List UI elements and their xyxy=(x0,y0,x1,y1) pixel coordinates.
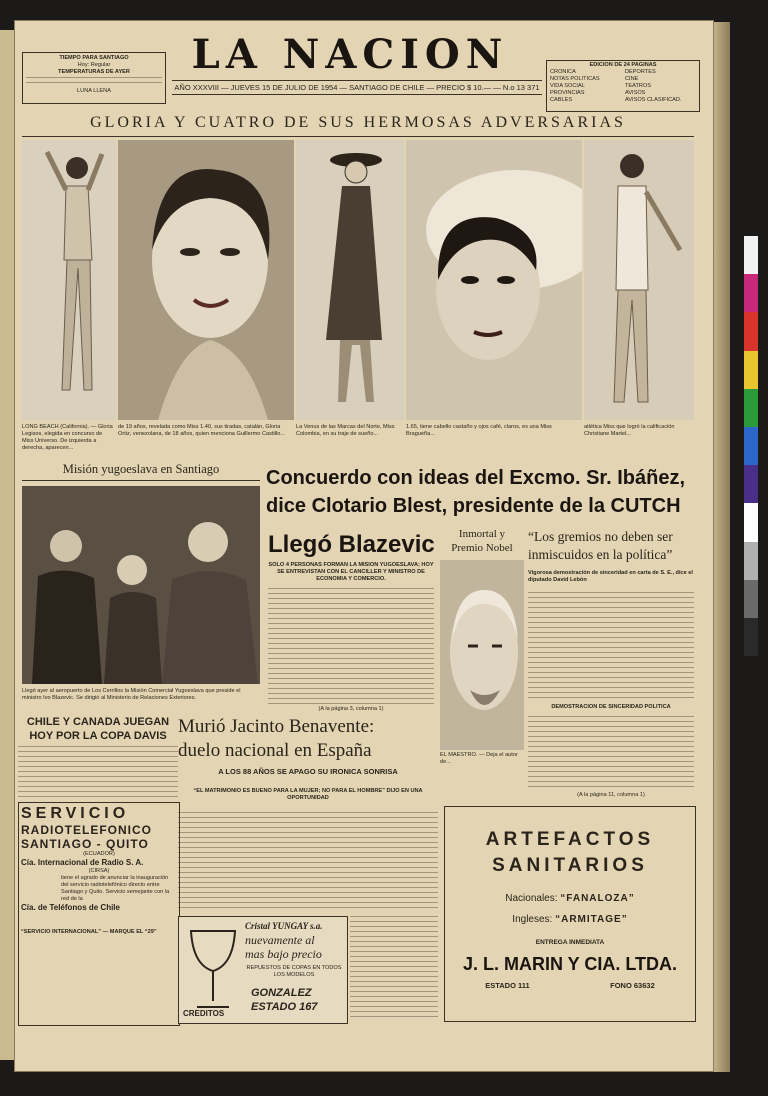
yungay-slogan-1: nuevamente al xyxy=(245,933,315,947)
nobel-caption: EL MAESTRO. — Deja el autor de... xyxy=(440,752,518,765)
portrait-woman-hat-icon xyxy=(406,140,582,420)
photo-gloria-portrait xyxy=(118,140,294,420)
blazevic-continued: (A la página 3, columna 1) xyxy=(318,706,384,712)
blazevic-deck: SOLO 4 PERSONAS FORMAN LA MISION YUGOESLAVA; HOY SE ENTREVISTAN CON EL CANCILLER Y MINISTRO DE ECONOMIA Y COMERCIO. xyxy=(268,562,434,582)
benavente-headline-2: duelo nacional en España xyxy=(178,740,372,761)
ad-servicio-radiotelefonico xyxy=(18,802,180,1026)
artefactos-ingleses: “ARMITAGE” xyxy=(555,914,628,925)
weather-moon: LUNA LLENA xyxy=(77,88,111,94)
artefactos-entrega: ENTREGA INMEDIATA xyxy=(535,939,605,946)
mision-header: Misión yugoeslava en Santiago xyxy=(22,462,260,481)
servicio-footer: “SERVICIO INTERNACIONAL” — MARQUE EL “29” xyxy=(21,929,157,935)
photo-benavente xyxy=(440,560,524,750)
copa-body-text xyxy=(18,746,178,798)
cutch-headline-2: dice Clotario Blest, presidente de la CUTCH xyxy=(266,495,681,517)
index-item: PROVINCIAS xyxy=(550,90,585,96)
gallery-caption-1: LONG BEACH (California). — Gloria Legisos, elegida en concurso de Miss Universo. De izquierda a derecha, aparecen... xyxy=(22,424,113,451)
photo-contestant-5 xyxy=(584,140,694,420)
gallery-caption-5: atlética Miss que logró la calificación Christiane Martel... xyxy=(584,424,675,437)
yungay-brand: Cristal YUNGAY s.a. xyxy=(245,921,323,931)
index-item: CRONICA xyxy=(550,69,576,75)
nobel-header-1: Inmortal y xyxy=(458,528,506,540)
photo-contestant-1 xyxy=(22,140,116,420)
servicio-company: Cía. Internacional de Radio S. A. xyxy=(21,858,144,867)
ad-artefactos-sanitarios xyxy=(444,806,696,1022)
masthead-title: LA NACION xyxy=(191,31,509,78)
servicio-telefonos: Cía. de Teléfonos de Chile xyxy=(21,903,120,912)
artefactos-fono: FONO 63632 xyxy=(610,981,655,990)
yungay-slogan-2: mas bajo precio xyxy=(245,947,322,961)
gallery-caption-4: 1.65, tiene cabello castaño y ojos café, claros, es una Miss Bragueña... xyxy=(406,424,552,437)
portrait-woman-icon xyxy=(118,140,294,420)
weather-forecast: Hoy: Regular xyxy=(77,62,111,68)
artefactos-company: J. L. MARIN Y CIA. LTDA. xyxy=(462,954,677,974)
blazevic-body-text xyxy=(268,588,434,704)
servicio-line-2: RADIOTELEFONICO xyxy=(21,823,152,837)
artefactos-nacionales: “FANALOZA” xyxy=(560,893,635,904)
artefactos-title-2: SANITARIOS xyxy=(492,855,648,876)
gremios-body-text xyxy=(528,592,694,702)
mision-caption: Llegó ayer al aeropuerto de Los Cerrillos la Misión Comercial Yugoeslava que preside el ministro Ivo Blazevic. Se dirigió al Ministerio de Relaciones Exteriores. xyxy=(22,688,241,701)
servicio-company-short: (CIRSA) xyxy=(88,868,110,874)
index-item: AVISOS xyxy=(625,90,646,96)
ad-cristal-yungay xyxy=(178,916,348,1024)
copa-headline-2: HOY POR LA COPA DAVIS xyxy=(29,730,167,742)
photo-contestant-3 xyxy=(296,140,404,420)
copa-headline-1: CHILE Y CANADA JUEGAN xyxy=(26,716,170,728)
group-men-icon xyxy=(22,486,260,684)
portrait-old-man-icon xyxy=(440,560,524,750)
index-title: EDICION DE 24 PAGINAS xyxy=(589,62,657,68)
gallery-banner: GLORIA Y CUATRO DE SUS HERMOSAS ADVERSARIAS xyxy=(22,114,694,137)
servicio-line-3: SANTIAGO - QUITO xyxy=(21,837,149,851)
index-item: CINE xyxy=(625,76,639,82)
figure-swimsuit-icon xyxy=(22,140,116,420)
servicio-country: (ECUADOR) xyxy=(83,851,115,857)
benavente-body-text xyxy=(178,812,438,912)
weather-temps-lines xyxy=(26,77,162,87)
photo-mision-yugoeslava xyxy=(22,486,260,684)
yungay-sub: REPUESTOS DE COPAS EN TODOS LOS MODELOS xyxy=(246,965,342,978)
gremios-deck: Vigorosa demostración de sinceridad en carta de S. E., dice el diputado David Lebón xyxy=(528,570,693,583)
index-item: NOTAS POLITICAS xyxy=(550,76,600,82)
figure-swimsuit-icon xyxy=(584,140,694,420)
weather-temps-title: TEMPERATURAS DE AYER xyxy=(58,69,130,75)
nobel-continued: (A la página 11, columna 1) xyxy=(577,792,645,798)
benavente-headline-1: Murió Jacinto Benavente: xyxy=(178,716,375,737)
weather-box xyxy=(22,52,166,104)
artefactos-estado: ESTADO 111 xyxy=(485,981,530,990)
color-calibration-strip xyxy=(744,236,758,656)
wine-glass-icon xyxy=(185,925,241,1015)
blazevic-headline: Llegó Blazevic xyxy=(268,531,435,558)
yungay-creditos: CREDITOS xyxy=(183,1009,225,1018)
index-item: TEATROS xyxy=(625,83,652,89)
weather-title: TIEMPO PARA SANTIAGO xyxy=(59,55,129,61)
figure-hat-dress-icon xyxy=(296,140,404,420)
artefactos-nacionales-label: Nacionales: xyxy=(505,893,558,904)
photo-contestant-hat-portrait xyxy=(406,140,582,420)
artefactos-title-1: ARTEFACTOS xyxy=(485,829,655,850)
cutch-headline-1: Concuerdo con ideas del Excmo. Sr. Ibáñez, xyxy=(266,467,686,489)
nobel-header-2: Premio Nobel xyxy=(451,542,513,554)
dateline: AÑO XXXVIII — JUEVES 15 DE JULIO DE 1954 — SANTIAGO DE CHILE — PRECIO $ 10.— — N.o 13 371 xyxy=(172,80,542,95)
servicio-body: tiene el agrado de anunciar la inauguración del servicio radiotelefónico directo entre Santiago y Quito. Servicio semejante con la red de la xyxy=(61,875,170,902)
yungay-address-1: GONZALEZ xyxy=(251,987,312,999)
gremios-body-text-2 xyxy=(528,716,694,790)
artefactos-ingleses-label: Ingleses: xyxy=(512,914,553,925)
index-box xyxy=(546,60,700,112)
page-edge-right xyxy=(714,22,730,1072)
gallery-caption-3: La Venus de las Marcas del Norte, Miss Colombia, en su traje de sueño... xyxy=(296,424,395,437)
benavente-quote: “EL MATRIMONIO ES BUENO PARA LA MUJER; NO PARA EL HOMBRE” DIJO EN UNA OPORTUNIDAD xyxy=(193,788,423,801)
gremios-headline-1: “Los gremios no deben ser xyxy=(528,529,673,544)
index-item: DEPORTES xyxy=(625,69,656,75)
benavente-body-text-2 xyxy=(350,916,438,1020)
index-item: VIDA SOCIAL xyxy=(550,83,585,89)
index-item: AVISOS CLASIFICAD. xyxy=(625,97,682,103)
gremios-subhead: DEMOSTRACION DE SINCERIDAD POLITICA xyxy=(551,704,671,710)
yungay-address-2: ESTADO 167 xyxy=(251,1001,318,1013)
index-item: CABLES xyxy=(550,97,573,103)
gremios-headline-2: inmiscuidos en la política” xyxy=(528,547,673,562)
servicio-line-1: SERVICIO xyxy=(21,805,130,822)
gallery-caption-2: de 19 años, revelada como Miss 1.40, sus tiradas, catalán, Gloria Ortiz, venezolana, de 18 años, quien menciona Guillermo Castillo... xyxy=(118,424,285,437)
benavente-deck: A LOS 88 AÑOS SE APAGO SU IRONICA SONRISA xyxy=(218,767,398,776)
